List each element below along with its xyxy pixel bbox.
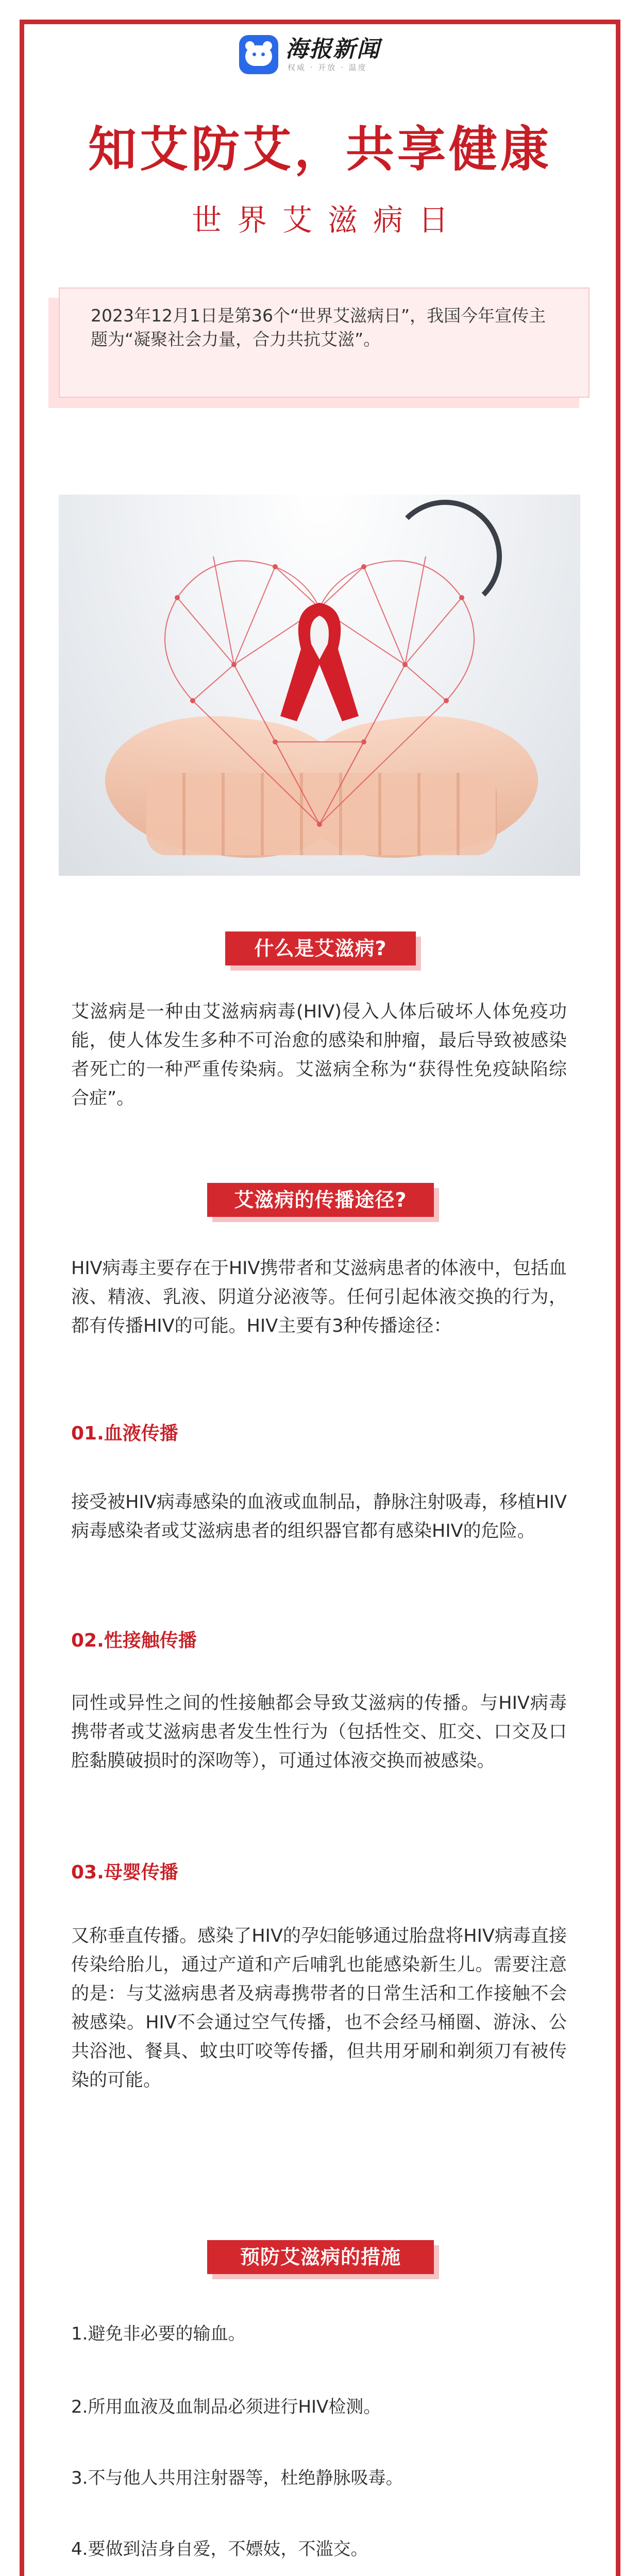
prevention-item: 1.避免非必要的输血。 <box>71 2324 246 2344</box>
transmission-intro: HIV病毒主要存在于HIV携带者和艾滋病患者的体液中，包括血液、精液、乳液、阴道分泌液等。任何引起体液交换的行为，都有传播HIV的可能。HIV主要有3种传播途径： <box>71 1258 567 1336</box>
bear-logo-icon <box>239 35 278 74</box>
brand-name: 海报新闻 <box>285 36 380 62</box>
red-ribbon-icon <box>280 603 359 721</box>
route-title-sexual: 02.性接触传播 <box>71 1630 197 1651</box>
section-heading-what-is-aids: 什么是艾滋病? <box>225 931 416 965</box>
section-heading-prevention: 预防艾滋病的措施 <box>207 2240 434 2274</box>
route-title-mother-child: 03.母婴传播 <box>71 1862 178 1883</box>
route-text-blood: 接受被HIV病毒感染的血液或血制品，静脉注射吸毒，移植HIV病毒感染者或艾滋病患者的组织器官都有感染HIV的危险。 <box>71 1492 567 1541</box>
hero-photo <box>59 495 580 876</box>
route-text-mother-child: 又称垂直传播。感染了HIV的孕妇能够通过胎盘将HIV病毒直接传染给胎儿，通过产道和产后哺乳也能感染新生儿。需要注意的是：与艾滋病患者及病毒携带者的日常生活和工作接触不会被感染。HIV不会通过空气传播，也不会经马桶圈、游泳、公共浴池、餐具、蚊虫叮咬等传播，但共用牙刷和剃须刀有被传染的可能。 <box>71 1926 567 2091</box>
intro-box: 2023年12月1日是第36个“世界艾滋病日”，我国今年宣传主题为“凝聚社会力量，合力共抗艾滋”。 <box>59 287 590 398</box>
route-title-blood: 01.血液传播 <box>71 1423 178 1444</box>
page-subtitle: 世界艾滋病日 <box>191 202 464 238</box>
wireframe-heart-graphic <box>59 495 580 876</box>
brand-slogan: 权威 · 开放 · 温度 <box>288 63 367 72</box>
prevention-item: 2.所用血液及血制品必须进行HIV检测。 <box>71 2397 381 2417</box>
section-heading-transmission: 艾滋病的传播途径? <box>207 1183 434 1217</box>
page-title: 知艾防艾，共享健康 <box>88 122 552 178</box>
prevention-item: 3.不与他人共用注射器等，杜绝静脉吸毒。 <box>71 2468 403 2488</box>
section-text-what-is-aids: 艾滋病是一种由艾滋病病毒(HIV)侵入人体后破坏人体免疫功能，使人体发生多种不可治愈的感染和肿瘤，最后导致被感染者死亡的一种严重传染病。艾滋病全称为“获得性免疫缺陷综合症”。 <box>71 1002 567 1109</box>
prevention-item: 4.要做到洁身自爱，不嫖妓，不滥交。 <box>71 2539 368 2560</box>
route-text-sexual: 同性或异性之间的性接触都会导致艾滋病的传播。与HIV病毒携带者或艾滋病患者发生性行为（包括性交、肛交、口交及口腔黏膜破损时的深吻等），可通过体液交换而被感染。 <box>71 1693 567 1771</box>
brand-logo[interactable] <box>239 35 380 74</box>
